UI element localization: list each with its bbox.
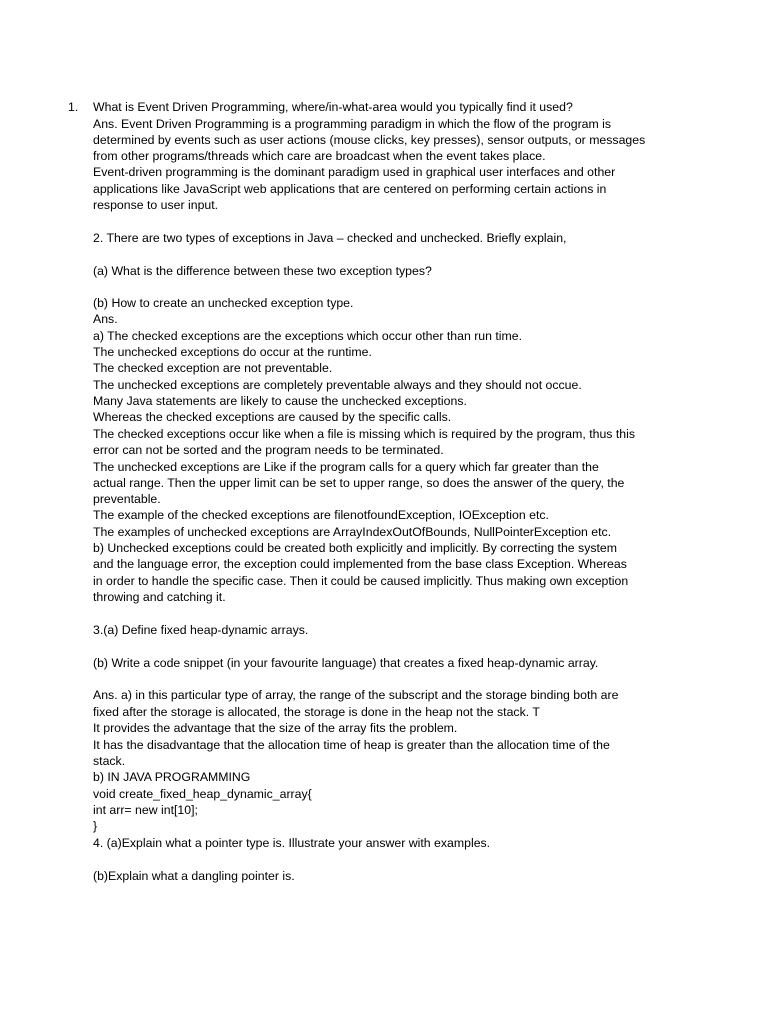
q2-answer-line: and the language error, the exception could implemented from the base class Exception. Whereas: [93, 557, 627, 571]
q2-answer-line: preventable.: [93, 492, 161, 506]
q2-answer-line: The unchecked exceptions do occur at the runtime.: [93, 345, 372, 359]
q3-part-a: 3.(a) Define fixed heap-dynamic arrays.: [93, 623, 309, 637]
q4-part-b: (b)Explain what a dangling pointer is.: [93, 869, 295, 883]
q2-answer-line: in order to handle the specific case. Then it could be caused implicitly. Thus making own exception: [93, 574, 629, 588]
q1-answer-line: applications like JavaScript web applications that are centered on performing certain actions in: [93, 182, 607, 196]
q2-answer-line: The example of the checked exceptions are filenotfoundException, IOException etc.: [93, 508, 549, 522]
q1-answer-line: Event-driven programming is the dominant paradigm used in graphical user interfaces and other: [93, 165, 616, 179]
q3-code-line: void create_fixed_heap_dynamic_array{: [93, 787, 312, 801]
q2-answer-line: throwing and catching it.: [93, 590, 226, 604]
q4-part-a: 4. (a)Explain what a pointer type is. Illustrate your answer with examples.: [93, 836, 491, 850]
q1-answer-line: Ans. Event Driven Programming is a programming paradigm in which the flow of the program is: [93, 117, 612, 131]
q3-part-b: (b) Write a code snippet (in your favourite language) that creates a fixed heap-dynamic array.: [93, 656, 599, 670]
q2-answer-line: Ans.: [93, 312, 118, 326]
q2-answer-line: The checked exceptions occur like when a file is missing which is required by the program, thus this: [93, 427, 635, 441]
q2-part-a: (a) What is the difference between these two exception types?: [93, 264, 432, 278]
q3-answer-line: stack.: [93, 754, 126, 768]
q3-answer-line: fixed after the storage is allocated, the storage is done in the heap not the stack. T: [93, 705, 540, 719]
q3-answer-line: It provides the advantage that the size of the array fits the problem.: [93, 721, 458, 735]
q2-question: 2. There are two types of exceptions in Java – checked and unchecked. Briefly explain,: [93, 231, 567, 245]
q2-part-b: (b) How to create an unchecked exception type.: [93, 296, 354, 310]
q2-answer-line: Many Java statements are likely to cause the unchecked exceptions.: [93, 394, 467, 408]
q1-answer-line: response to user input.: [93, 198, 219, 212]
q1-answer-line: from other programs/threads which care are broadcast when the event takes place.: [93, 149, 546, 163]
q1-answer-line: determined by events such as user actions (mouse clicks, key presses), sensor outputs, or messages: [93, 133, 646, 147]
q2-answer-line: actual range. Then the upper limit can be set to upper range, so does the answer of the query, the: [93, 476, 625, 490]
q2-answer-line: The checked exception are not preventable.: [93, 361, 333, 375]
q2-answer-line: Whereas the checked exceptions are caused by the specific calls.: [93, 410, 452, 424]
q3-code-line: }: [93, 819, 98, 833]
q2-answer-line: The examples of unchecked exceptions are ArrayIndexOutOfBounds, NullPointerException etc.: [93, 525, 612, 539]
q3-code-line: int arr= new int[10];: [93, 803, 198, 817]
q3-answer-line: b) IN JAVA PROGRAMMING: [93, 770, 251, 784]
q2-answer-line: error can not be sorted and the program needs to be terminated.: [93, 443, 444, 457]
q3-answer-line: It has the disadvantage that the allocation time of heap is greater than the allocation time of the: [93, 738, 610, 752]
q1-number: 1.: [68, 100, 79, 114]
q1-question: What is Event Driven Programming, where/in-what-area would you typically find it used?: [93, 100, 573, 114]
q2-answer-line: a) The checked exceptions are the exceptions which occur other than run time.: [93, 329, 523, 343]
q2-answer-line: The unchecked exceptions are Like if the program calls for a query which far greater than the: [93, 460, 599, 474]
q2-answer-line: The unchecked exceptions are completely preventable always and they should not occue.: [93, 378, 582, 392]
q3-answer-line: Ans. a) in this particular type of array, the range of the subscript and the storage binding both are: [93, 688, 619, 702]
q2-answer-line: b) Unchecked exceptions could be created both explicitly and implicitly. By correcting the system: [93, 541, 618, 555]
